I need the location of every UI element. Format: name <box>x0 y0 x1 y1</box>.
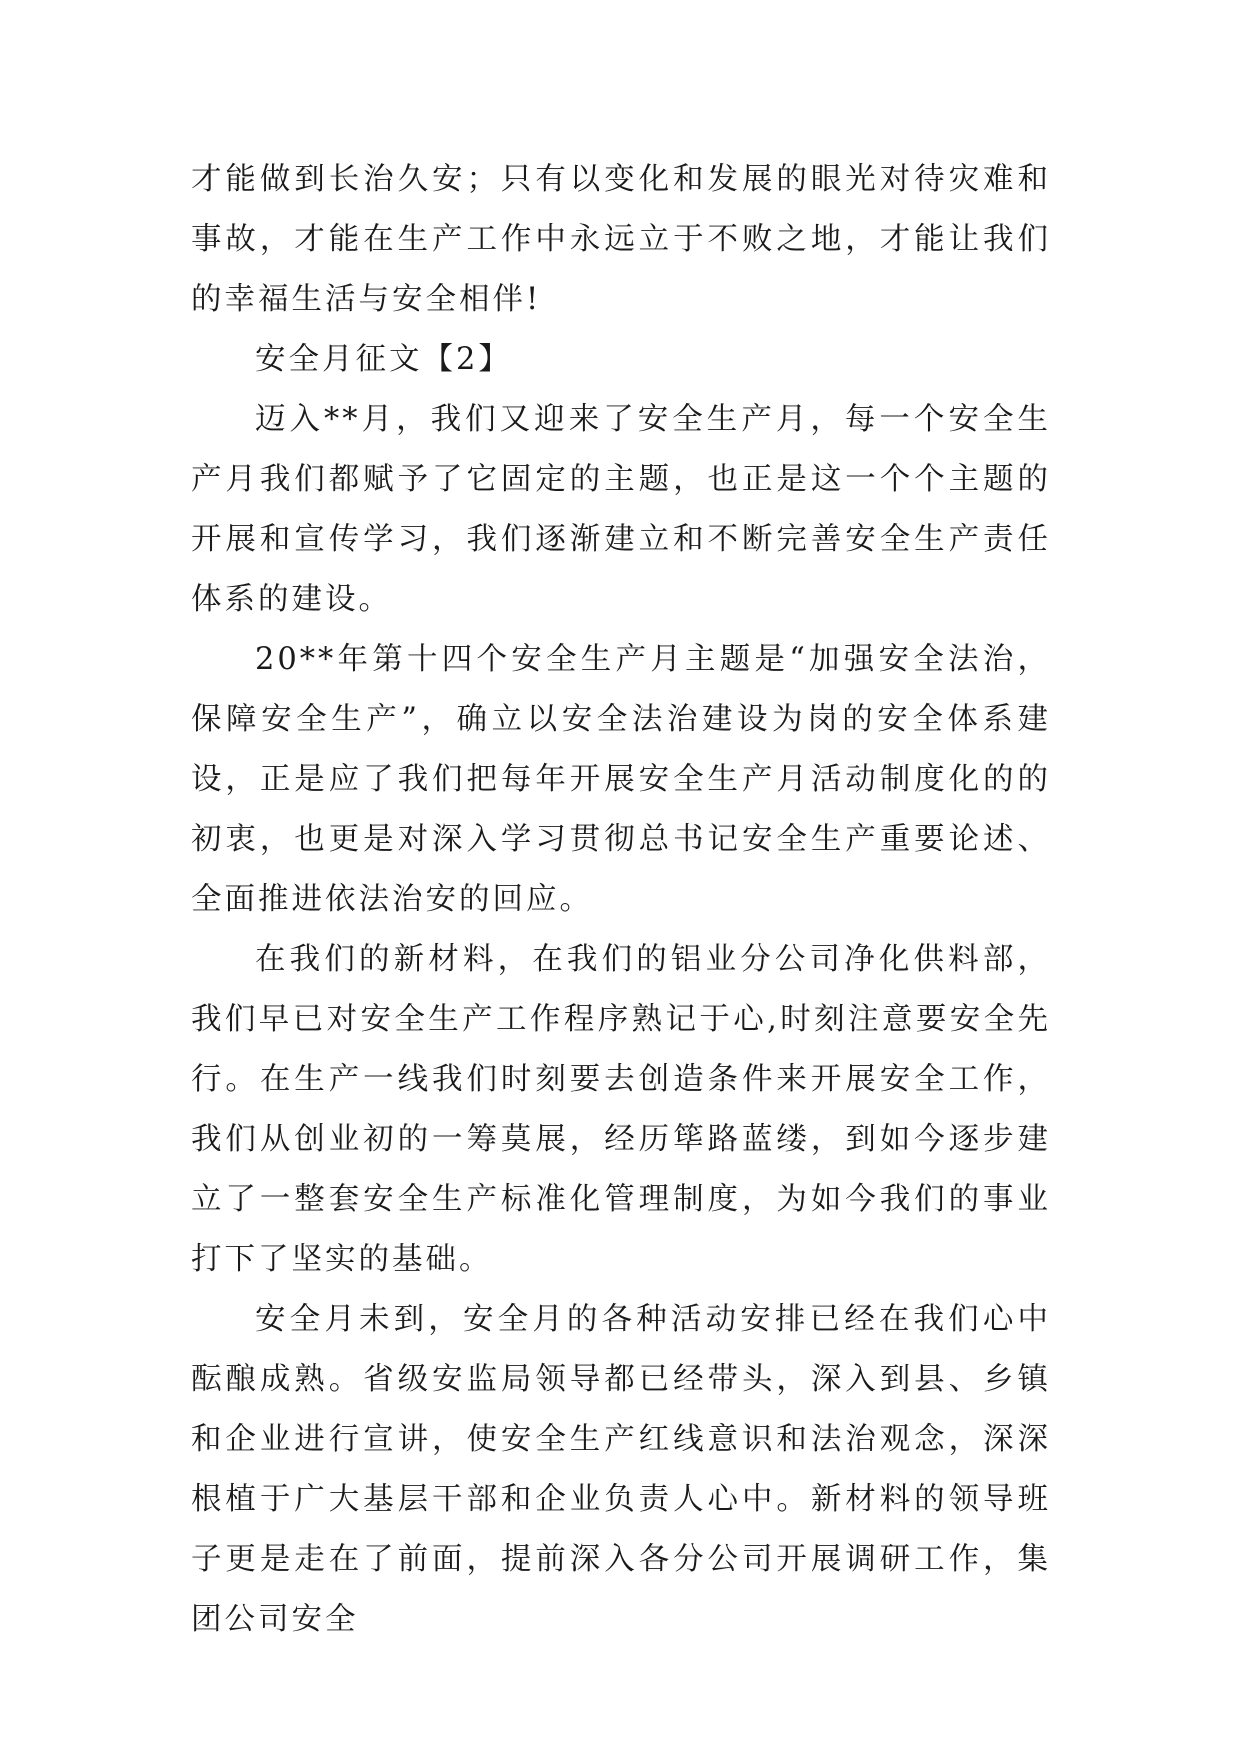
paragraph-activities: 安全月未到，安全月的各种活动安排已经在我们心中酝酿成熟。省级安监局领导都已经带头，深入到县、乡镇和企业进行宣讲，使安全生产红线意识和法治观念，深深根植于广大基层干部和企业负责人心中。新材料的领导班子更是走在了前面，提前深入各分公司开展调研工作，集团公司安全 <box>191 1302 1051 1637</box>
paragraph-safety-month-intro: 迈入**月，我们又迎来了安全生产月，每一个安全生产月我们都赋予了它固定的主题，也正是这一个个主题的开展和宣传学习，我们逐渐建立和不断完善安全生产责任体系的建设。 <box>191 402 1051 617</box>
document-page <box>191 150 1051 1650</box>
section-heading: 安全月征文【2】 <box>255 342 512 377</box>
paragraph-safety-month-theme: 20**年第十四个安全生产月主题是“加强安全法治，保障安全生产”，确立以安全法治建设为岗的安全体系建设，正是应了我们把每年开展安全生产月活动制度化的的初衷，也更是对深入学习贯彻总书记安全生产重要论述、全面推进依法治安的回应。 <box>191 642 1051 917</box>
paragraph-continuation: 才能做到长治久安；只有以变化和发展的眼光对待灾难和事故，才能在生产工作中永远立于不败之地，才能让我们的幸福生活与安全相伴! <box>191 162 1051 317</box>
paragraph-new-materials: 在我们的新材料，在我们的铝业分公司净化供料部，我们早已对安全生产工作程序熟记于心,时刻注意要安全先行。在生产一线我们时刻要去创造条件来开展安全工作，我们从创业初的一筹莫展，经历筚路蓝缕，到如今逐步建立了一整套安全生产标准化管理制度，为如今我们的事业打下了坚实的基础。 <box>191 942 1051 1277</box>
